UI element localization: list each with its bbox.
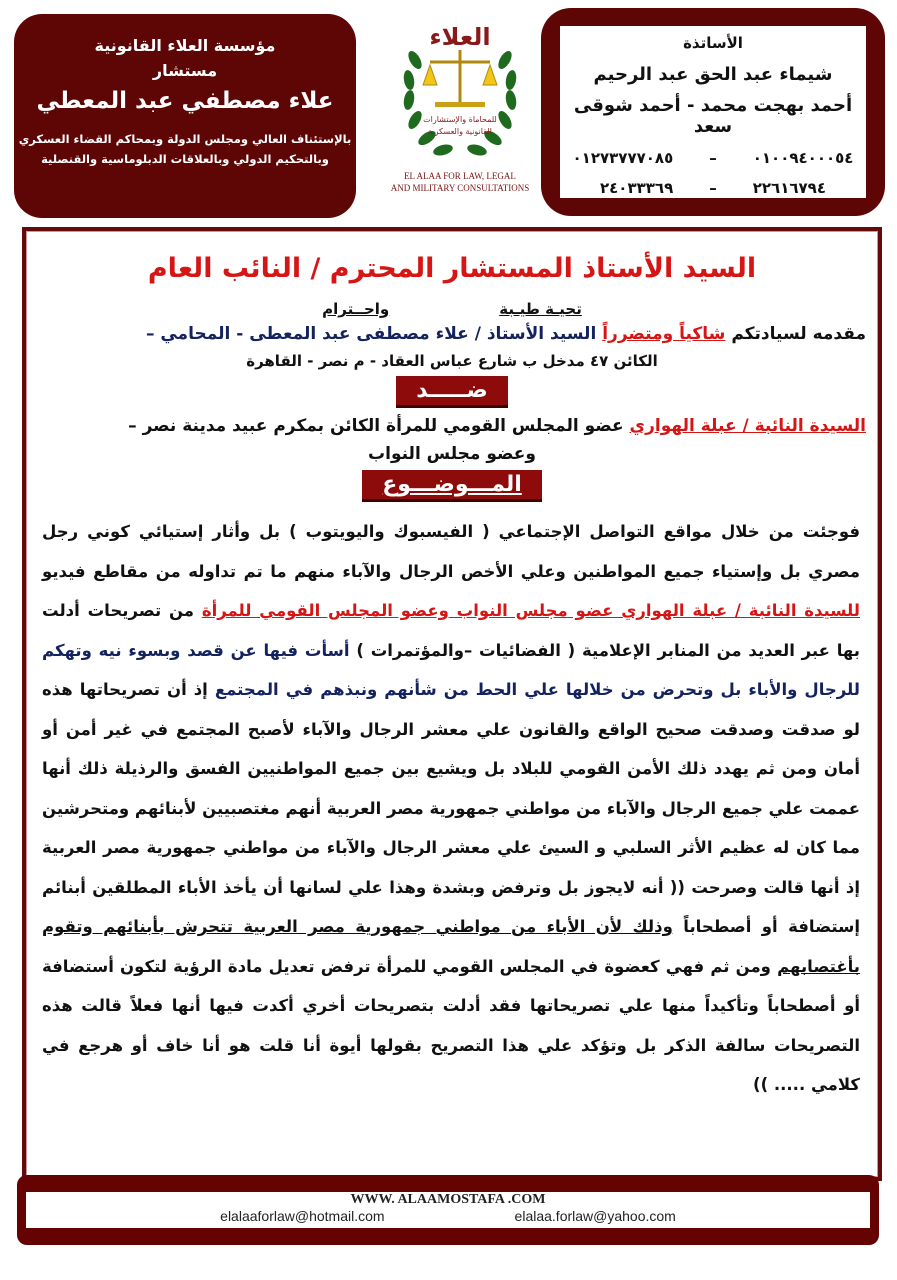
counsel-name: علاء مصطفي عبد المعطي xyxy=(36,88,334,114)
complainant-line xyxy=(36,324,868,344)
body-paragraph-4: ومن ثم فهي كعضوة في المجلس القومي للمرأة ترفض تعديل مادة الرؤية لتكون أستضافة أو أصطحاباً وتأكيداً منها علي تصريحاتها فقد أدلت بتصريحات أخري أكدت فيها أنها فعلاً قالت هذه التصريحات سالفة الذكر بل وتؤكد علي هذا التصريح بقولها أيوة أنا قلت هو أنا خاف أو هرجع في كلامي ..... )) xyxy=(42,956,860,1094)
scales-of-justice-icon xyxy=(395,10,525,170)
intro-text: مقدمه لسيادتكم xyxy=(731,324,866,344)
phone-separator: – xyxy=(709,149,717,167)
attorney-names-2: أحمد بهجت محمد - أحمد شوقى سعد xyxy=(573,95,853,137)
email-hotmail[interactable]: elalaaforlaw@hotmail.com xyxy=(220,1208,385,1224)
attorney-name-1: شيماء عبد الحق عبد الرحيم xyxy=(593,64,833,85)
body-paragraph-3: إذ أن تصريحاتها هذه لو صدقت وصدقت صحيح الواقع والقانون علي معشر الرجال والآباء لأصبح المجتمع في غير أمن أو أمان ومن ثم يهدد ذلك الأمن القومي للبلاد بل ويشيع بين جميع المواطنيين الفسق والرذيلة ذلك أنها عممت علي جميع الرجال والآباء من مواطني جمهورية مصر العربية أنهم مغتصبيين لأبنائهم ومتحرشين مما كان له عظيم الأثر السلبي و السيئ علي معشر الرجال والآباء من مواطني جمهورية مصر العربية إذ أنها قالت وصرحت (( أنه لايجوز بل وترفض وبشدة وهذا علي لسانها أن يأخذ الأباء المطلقين أبنائم إستضافة أو أصطحاباً xyxy=(42,680,860,936)
firm-logo xyxy=(380,10,540,205)
greeting-right: تحيـة طيـبة xyxy=(499,300,582,318)
header-right-panel xyxy=(541,8,885,216)
logo-arabic-sub1: للمحاماة والإستشارات xyxy=(423,115,497,124)
footer-bar xyxy=(17,1175,879,1245)
phone-mobile-1: ٠١٢٧٣٧٧٧٠٨٥ xyxy=(572,149,674,167)
header-left-panel xyxy=(14,14,356,218)
against-label: ضـــــد xyxy=(396,376,508,408)
letter-body xyxy=(36,512,868,1105)
phone-row-2 xyxy=(560,179,866,197)
phone-separator: – xyxy=(709,179,717,197)
letter-title: السيد الأستاذ المستشار المحترم / النائب العام xyxy=(147,253,757,284)
website-link[interactable]: WWW. ALAAMOSTAFA .COM xyxy=(350,1192,546,1207)
logo-arabic-title: العلاء xyxy=(429,23,491,51)
complainant-name: السيد الأستاذ / علاء مصطفى عبد المعطى - المحامي – xyxy=(145,324,597,344)
phone-landline-1: ٢٤٠٣٣٣٦٩ xyxy=(600,179,674,197)
credentials-line-1: بالإستئناف العالي ومجلس الدولة وبمحاكم القضاء العسكري xyxy=(18,132,352,146)
defendant-details: عضو المجلس القومي للمرأة الكائن بمكرم عبيد مدينة نصر – xyxy=(128,416,624,436)
greeting xyxy=(36,300,868,318)
body-paragraph-1: فوجئت من خلال مواقع التواصل الإجتماعي ( الفيسبوك واليويتوب ) بل وأثار إستيائي كوني رجل مصري بل وإستياء جميع المواطنين وعلي الأخص الرجال والآباء منهم ما تم تداوله من مقاطع فيديو xyxy=(42,522,860,581)
body-defendant-highlight: للسيدة النائبة / عبلة الهواري عضو مجلس النواب وعضو المجلس القومي للمرأة xyxy=(201,601,860,620)
logo-english-line-1: EL ALAA FOR LAW, LEGAL xyxy=(404,171,516,181)
org-name: مؤسسة العلاء القانونية xyxy=(94,36,276,55)
attorneys-label: الأساتذة xyxy=(683,34,743,52)
role-title: مستشار xyxy=(152,61,218,80)
phone-mobile-2: ٠١٠٠٩٤٠٠٠٥٤ xyxy=(752,149,854,167)
defendant-line xyxy=(36,416,868,436)
credentials-line-2: وبالتحكيم الدولي وبالعلاقات الدبلوماسية والقنصلية xyxy=(41,152,329,166)
subject-label: المـــوضـــوع xyxy=(362,470,542,502)
defendant-line-2: وعضو مجلس النواب xyxy=(368,444,536,464)
email-row xyxy=(26,1208,870,1224)
phone-landline-2: ٢٢٦١٦٧٩٤ xyxy=(752,179,826,197)
logo-english-line-2: AND MILITARY CONSULTATIONS xyxy=(390,183,530,193)
body-quote-underlined: وذلك لأن الأباء من مواطني جمهورية مصر العربية تتحرش بأبنائهم وتقوم بأغتصابهم xyxy=(42,917,860,976)
greeting-left: واحــترام xyxy=(322,300,390,318)
logo-arabic-sub2: القانونية والعسكرية xyxy=(428,127,492,136)
body-paragraph-2: من تصريحات أدلت بها عبر العديد من المنابر الإعلامية ( الفضائيات –والمؤتمرات ) xyxy=(42,601,860,660)
email-yahoo[interactable]: elalaa.forlaw@yahoo.com xyxy=(514,1208,676,1224)
letter-frame xyxy=(22,227,882,1181)
body-accusation-highlight: أسأت فيها عن قصد وبسوء نيه وتهكم للرجال والأباء بل وتحرض من خلالها علي الحط من شأنهم ونبذهم في المجتمع xyxy=(42,640,860,699)
defendant-name: السيدة النائبة / عبلة الهواري xyxy=(629,416,866,436)
complainant-address: الكائن ٤٧ مدخل ب شارع عباس العقاد - م نصر - القاهرة xyxy=(246,352,658,370)
phone-row-1 xyxy=(560,149,866,167)
complainant-status: شاكياً ومتضرراً xyxy=(602,324,726,344)
